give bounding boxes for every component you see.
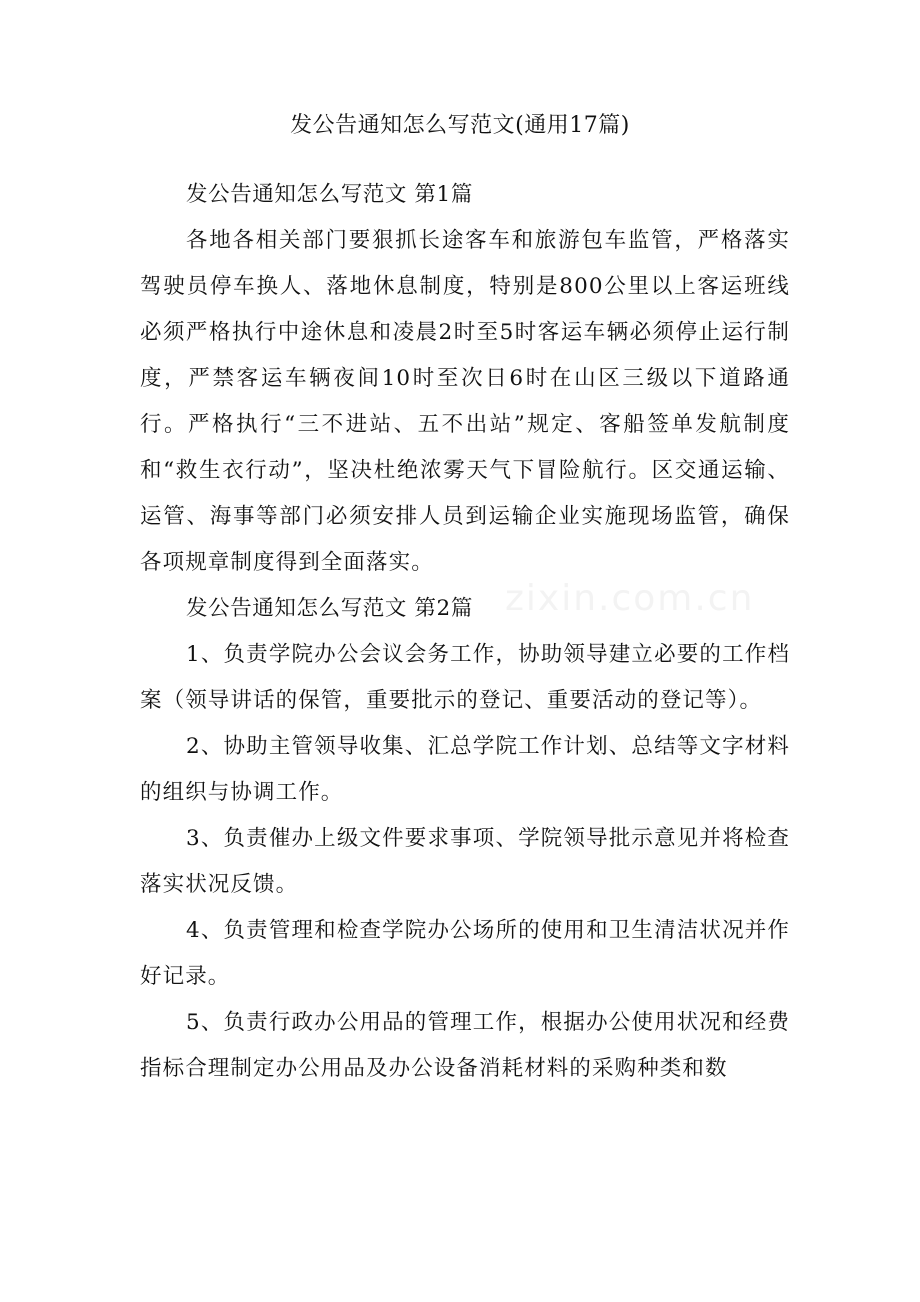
list-item-1: 1、负责学院办公会议会务工作，协助领导建立必要的工作档案（领导讲话的保管，重要批示的登记、重要活动的登记等）。 xyxy=(140,642,790,713)
list-item-5: 5、负责行政办公用品的管理工作，根据办公使用状况和经费指标合理制定办公用品及办公设备消耗材料的采购种类和数 xyxy=(140,1010,790,1081)
paragraph-1: 各地各相关部门要狠抓长途客车和旅游包车监管，严格落实驾驶员停车换人、落地休息制度，特别是800公里以上客运班线必须严格执行中途休息和凌晨2时至5时客运车辆必须停止运行制度，严禁客运车辆夜间10时至次日6时在山区三级以下道路通行。严格执行“三不进站、五不出站”规定、客船签单发航制度和“救生衣行动”，坚决杜绝浓雾天气下冒险航行。区交通运输、运管、海事等部门必须安排人员到运输企业实施现场监管，确保各项规章制度得到全面落实。 xyxy=(140,228,790,575)
section-heading-1: 发公告通知怎么写范文 第1篇 xyxy=(186,182,473,207)
document-title: 发公告通知怎么写范文(通用17篇) xyxy=(290,113,630,138)
list-item-4: 4、负责管理和检查学院办公场所的使用和卫生清洁状况并作好记录。 xyxy=(140,918,790,989)
list-item-2: 2、协助主管领导收集、汇总学院工作计划、总结等文字材料的组织与协调工作。 xyxy=(140,734,790,805)
document-body xyxy=(140,172,790,1092)
section-heading-2: 发公告通知怎么写范文 第2篇 xyxy=(186,596,473,621)
watermark: zixin.com.cn xyxy=(505,578,755,619)
list-item-3: 3、负责催办上级文件要求事项、学院领导批示意见并将检查落实状况反馈。 xyxy=(140,826,790,897)
